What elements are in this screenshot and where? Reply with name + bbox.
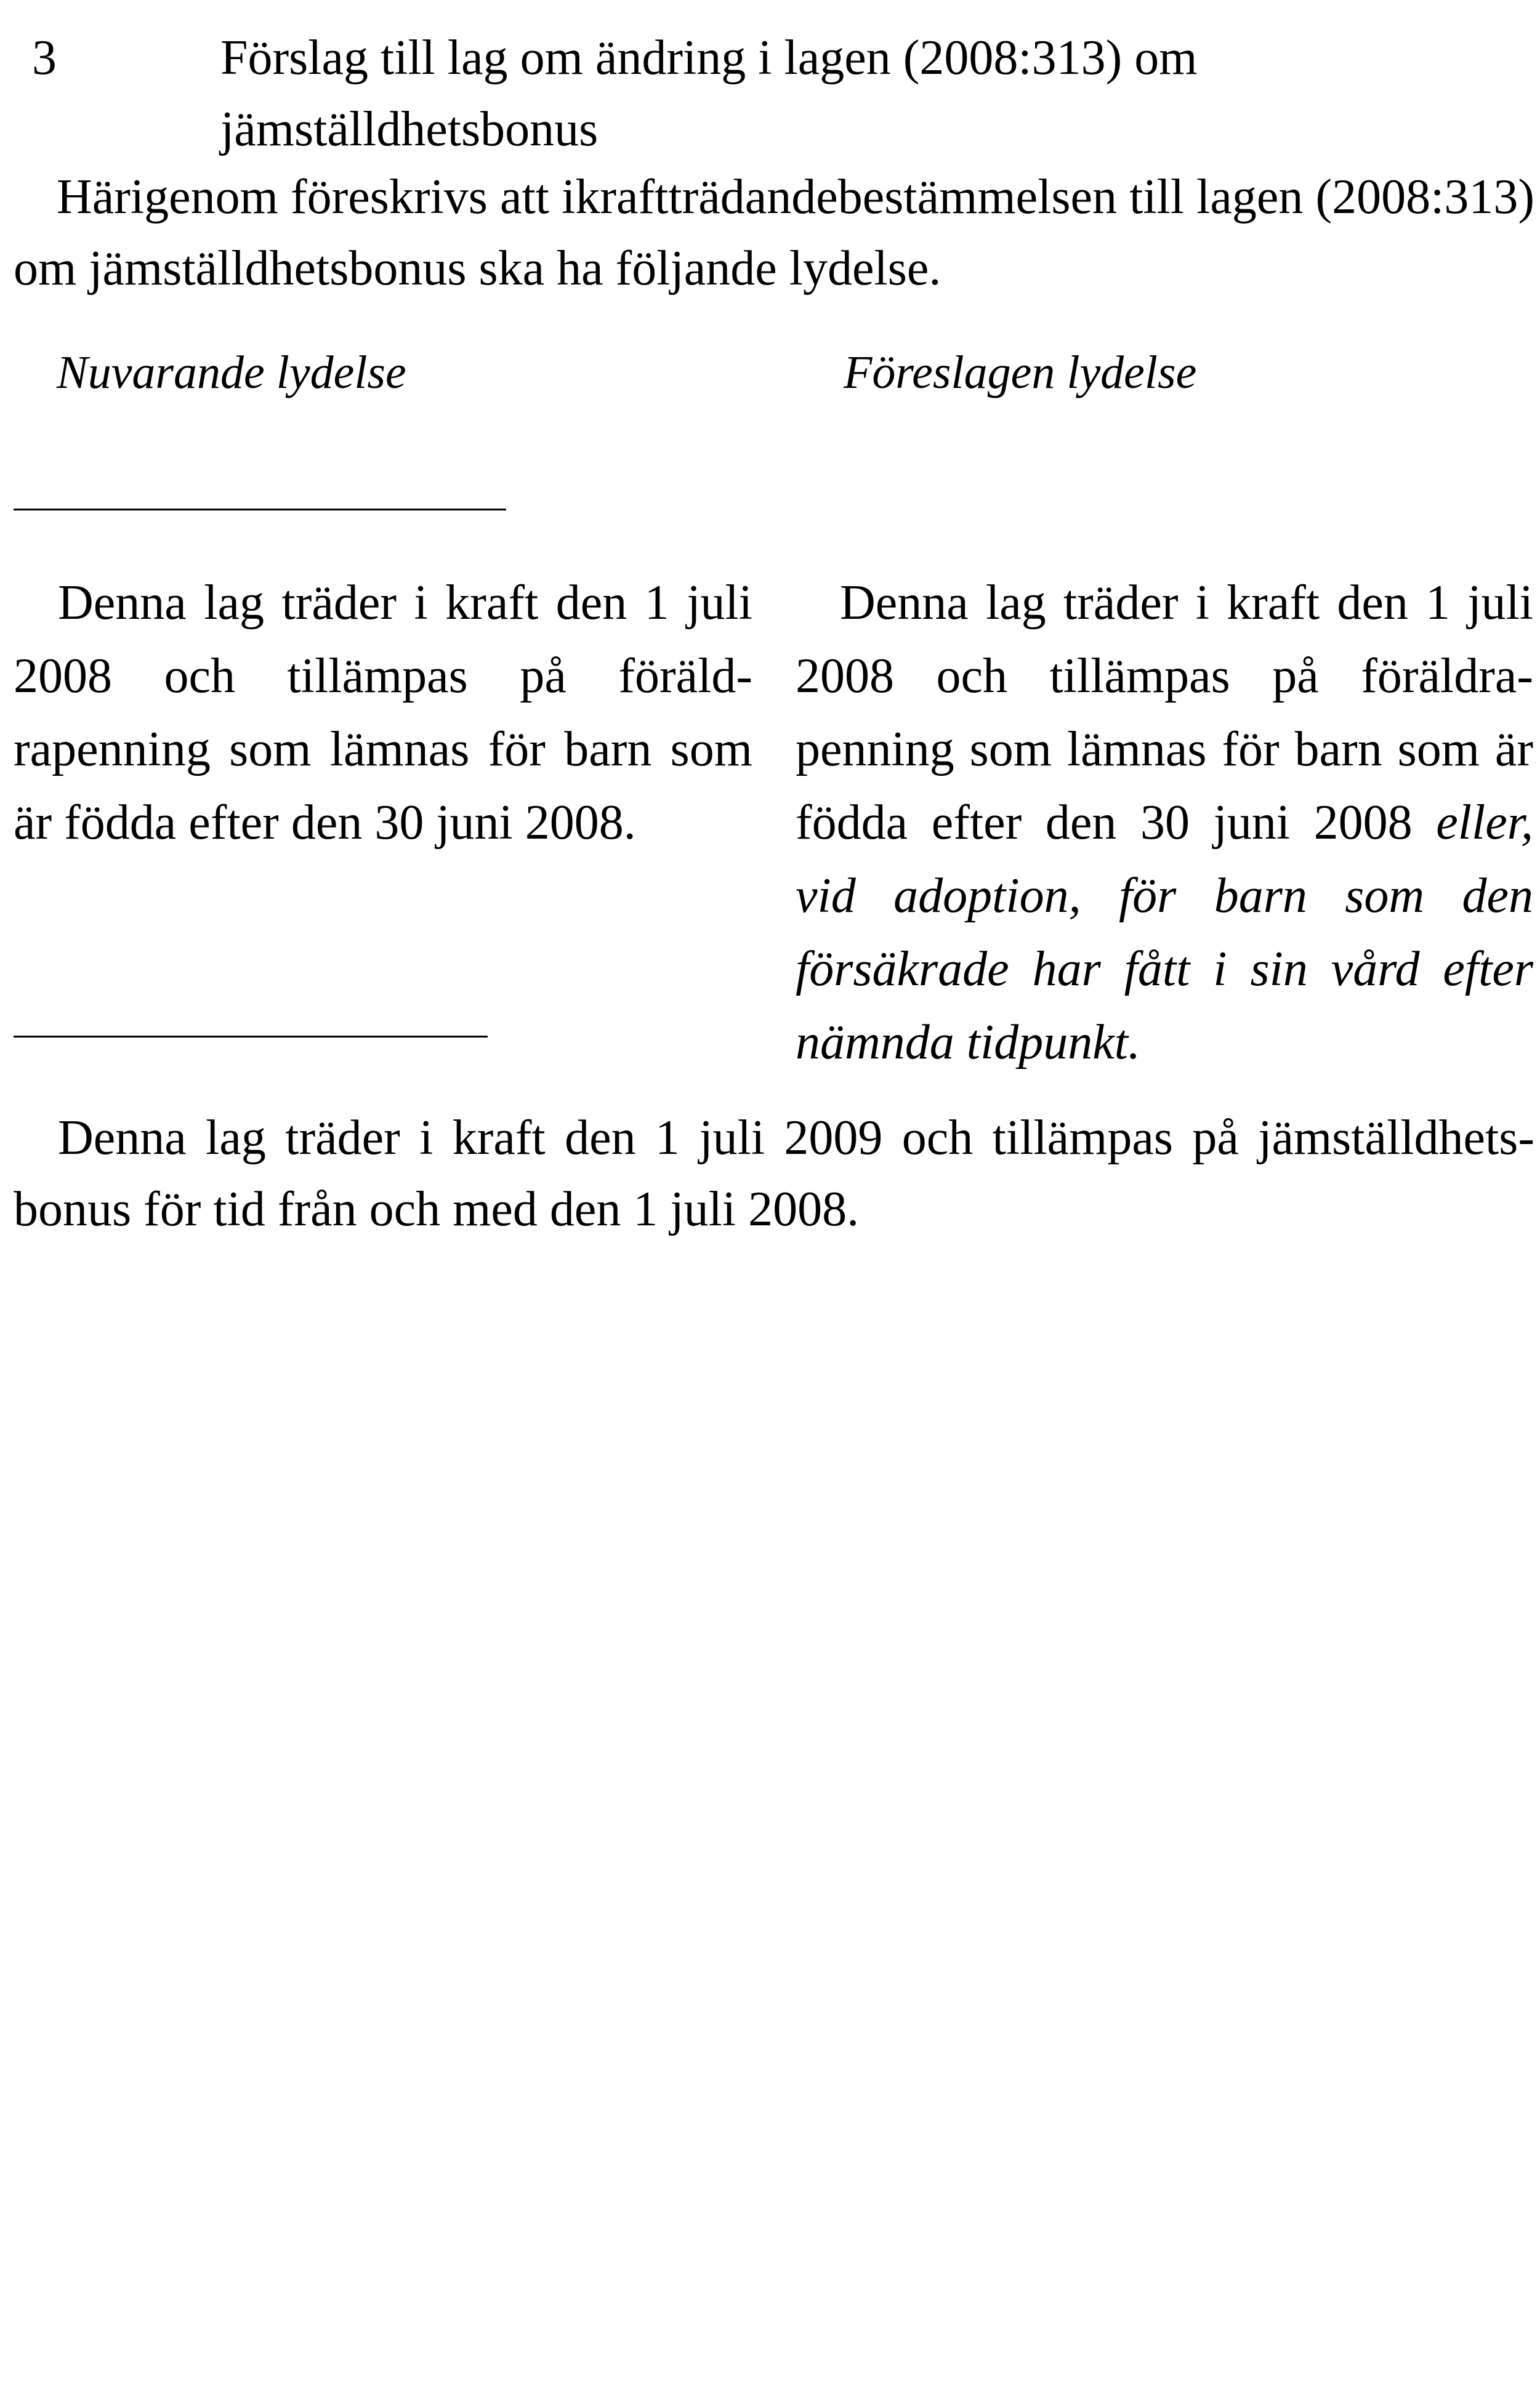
proposed-wording-addition: eller, vid adoption, för barn som den försäkrade har fått i sin vård efter nämnda tidpunkt.	[796, 796, 1533, 1070]
section-title: Förslag till lag om ändring i lagen (2008:313) om jämställdhetsbonus	[220, 31, 1198, 156]
intro-paragraph: Härigenom föreskrivs att ikraftträdandebestämmelsen till lagen (2008:313) om jämställdhetsbonus ska ha följande lydelse.	[14, 170, 1534, 296]
proposed-wording-label: Föreslagen lydelse	[844, 347, 1197, 398]
current-wording-label: Nuvarande lydelse	[57, 347, 406, 398]
divider-rule-top	[14, 509, 506, 510]
entry-into-force-paragraph: Denna lag träder i kraft den 1 juli 2009 och tillämpas på jämställdhetsbonus för tid från och med den 1 juli 2008.	[14, 1111, 1534, 1236]
proposed-wording-text	[796, 566, 1533, 1079]
current-wording-text: Denna lag träder i kraft den 1 juli 2008 och tillämpas på föräldrapenning som lämnas för barn som är födda efter den 30 juni 2008.	[14, 576, 752, 850]
section-number: 3	[32, 31, 57, 85]
divider-rule-bottom	[14, 1036, 488, 1038]
proposed-wording-main: Denna lag träder i kraft den 1 juli 2008 och tillämpas på föräldrapenning som lämnas för barn som är födda efter den 30 juni 2008	[796, 576, 1533, 850]
